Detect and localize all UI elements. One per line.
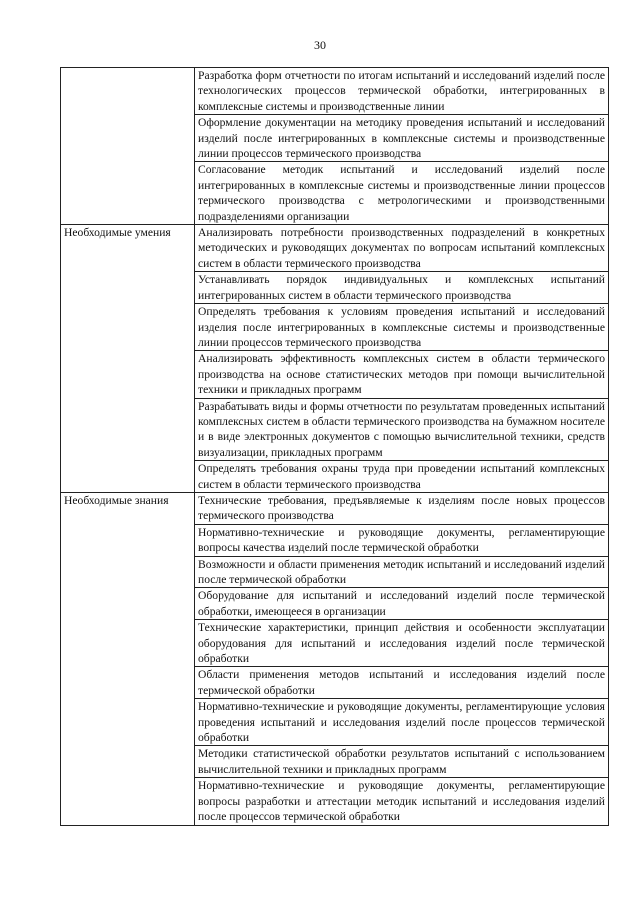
- requirement-text: Разрабатывать виды и формы отчетности по результатам проведенных испытаний комплексных систем в области термического производства на бумажном носителе и в виде электронных документов с помощью вычислительной техники, средств визуализации, прикладных программ: [195, 398, 609, 461]
- requirements-table: [60, 67, 609, 826]
- page-number: 30: [314, 38, 326, 52]
- requirement-text: Возможности и области применения методик испытаний и исследований изделий после термической обработки: [195, 556, 609, 588]
- requirement-text: Технические характеристики, принцип действия и особенности эксплуатации оборудования для испытаний и исследования изделий после термической обработки: [195, 620, 609, 667]
- requirement-text: Определять требования охраны труда при проведении испытаний комплексных систем в области термического производства: [195, 461, 609, 493]
- section-label: [61, 68, 195, 225]
- requirement-text: Нормативно-технические и руководящие документы, регламентирующие вопросы разработки и аттестации методик испытаний и исследования изделий после процессов термической обработки: [195, 778, 609, 825]
- requirement-text: Анализировать потребности производственных подразделений в конкретных методических и руководящих документах по вопросам испытаний комплексных систем в области термического производства: [195, 225, 609, 272]
- table-row: [61, 492, 609, 524]
- requirement-text: Устанавливать порядок индивидуальных и комплексных испытаний интегрированных систем в области термического производства: [195, 272, 609, 304]
- section-label: Необходимые умения: [61, 225, 195, 493]
- table-row: [61, 68, 609, 115]
- table-row: [61, 225, 609, 272]
- requirement-text: Согласование методик испытаний и исследований изделий после интегрированных в комплексные системы и производственные линии процессов термического производства с метрологическими и производственными подразделениями организации: [195, 162, 609, 225]
- requirement-text: Области применения методов испытаний и исследования изделий после термической обработки: [195, 667, 609, 699]
- section-label: Необходимые знания: [61, 492, 195, 825]
- requirement-text: Оформление документации на методику проведения испытаний и исследований изделий после интегрированных в комплексные системы и производственные линии процессов термического производства: [195, 115, 609, 162]
- requirement-text: Нормативно-технические и руководящие документы, регламентирующие условия проведения испытаний и исследования изделий после процессов термической обработки: [195, 699, 609, 746]
- requirement-text: Технические требования, предъявляемые к изделиям после новых процессов термического производства: [195, 492, 609, 524]
- requirement-text: Методики статистической обработки результатов испытаний с использованием вычислительной техники и прикладных программ: [195, 746, 609, 778]
- requirement-text: Анализировать эффективность комплексных систем в области термического производства на основе статистических методов при помощи вычислительной техники и прикладных программ: [195, 351, 609, 398]
- requirement-text: Оборудование для испытаний и исследований изделий после термической обработки, имеющееся в организации: [195, 588, 609, 620]
- requirement-text: Определять требования к условиям проведения испытаний и исследований изделия после интегрированных в комплексные системы и производственные линии процессов термического производства: [195, 304, 609, 351]
- requirement-text: Нормативно-технические и руководящие документы, регламентирующие вопросы качества изделий после термической обработки: [195, 524, 609, 556]
- requirement-text: Разработка форм отчетности по итогам испытаний и исследований изделий после технологических процессов термической обработки, интегрированных в комплексные системы и производственные линии: [195, 68, 609, 115]
